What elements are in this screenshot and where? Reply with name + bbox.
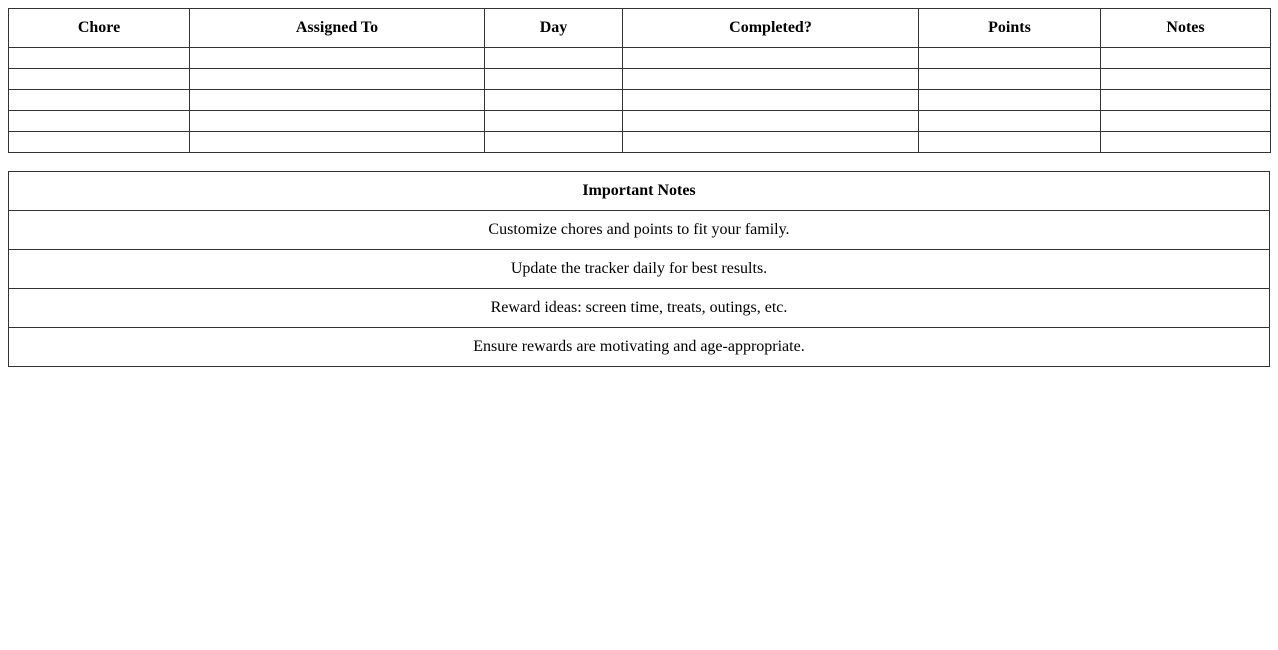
table-cell bbox=[9, 111, 190, 132]
header-day: Day bbox=[485, 9, 623, 48]
table-cell bbox=[623, 90, 919, 111]
table-row bbox=[9, 211, 1270, 250]
table-row bbox=[9, 132, 1271, 153]
note-item: Update the tracker daily for best results. bbox=[9, 250, 1270, 289]
note-item: Ensure rewards are motivating and age-appropriate. bbox=[9, 328, 1270, 367]
table-cell bbox=[919, 69, 1101, 90]
header-chore: Chore bbox=[9, 9, 190, 48]
chore-table-body bbox=[9, 48, 1271, 153]
note-item: Reward ideas: screen time, treats, outings, etc. bbox=[9, 289, 1270, 328]
table-cell bbox=[485, 90, 623, 111]
table-cell bbox=[9, 90, 190, 111]
table-cell bbox=[485, 48, 623, 69]
table-row bbox=[9, 69, 1271, 90]
table-cell bbox=[919, 90, 1101, 111]
table-row bbox=[9, 90, 1271, 111]
header-assigned-to: Assigned To bbox=[190, 9, 485, 48]
important-notes-table bbox=[8, 171, 1270, 367]
table-cell bbox=[1101, 48, 1271, 69]
table-cell bbox=[623, 48, 919, 69]
note-item: Customize chores and points to fit your family. bbox=[9, 211, 1270, 250]
table-row bbox=[9, 328, 1270, 367]
table-cell bbox=[919, 132, 1101, 153]
header-completed: Completed? bbox=[623, 9, 919, 48]
table-header-row bbox=[9, 9, 1271, 48]
chore-tracker-table bbox=[8, 8, 1271, 153]
table-cell bbox=[9, 132, 190, 153]
table-cell bbox=[1101, 111, 1271, 132]
table-cell bbox=[919, 48, 1101, 69]
table-cell bbox=[623, 111, 919, 132]
header-points: Points bbox=[919, 9, 1101, 48]
table-cell bbox=[190, 69, 485, 90]
table-cell bbox=[190, 90, 485, 111]
table-cell bbox=[485, 69, 623, 90]
table-cell bbox=[190, 132, 485, 153]
table-cell bbox=[919, 111, 1101, 132]
notes-title-row bbox=[9, 172, 1270, 211]
table-cell bbox=[623, 132, 919, 153]
header-notes: Notes bbox=[1101, 9, 1271, 48]
table-row bbox=[9, 289, 1270, 328]
table-cell bbox=[485, 132, 623, 153]
notes-title: Important Notes bbox=[9, 172, 1270, 211]
table-row bbox=[9, 250, 1270, 289]
table-cell bbox=[9, 69, 190, 90]
table-cell bbox=[623, 69, 919, 90]
table-cell bbox=[190, 48, 485, 69]
table-cell bbox=[190, 111, 485, 132]
table-cell bbox=[1101, 69, 1271, 90]
table-row bbox=[9, 48, 1271, 69]
table-row bbox=[9, 111, 1271, 132]
table-cell bbox=[9, 48, 190, 69]
table-cell bbox=[1101, 90, 1271, 111]
table-cell bbox=[485, 111, 623, 132]
table-cell bbox=[1101, 132, 1271, 153]
